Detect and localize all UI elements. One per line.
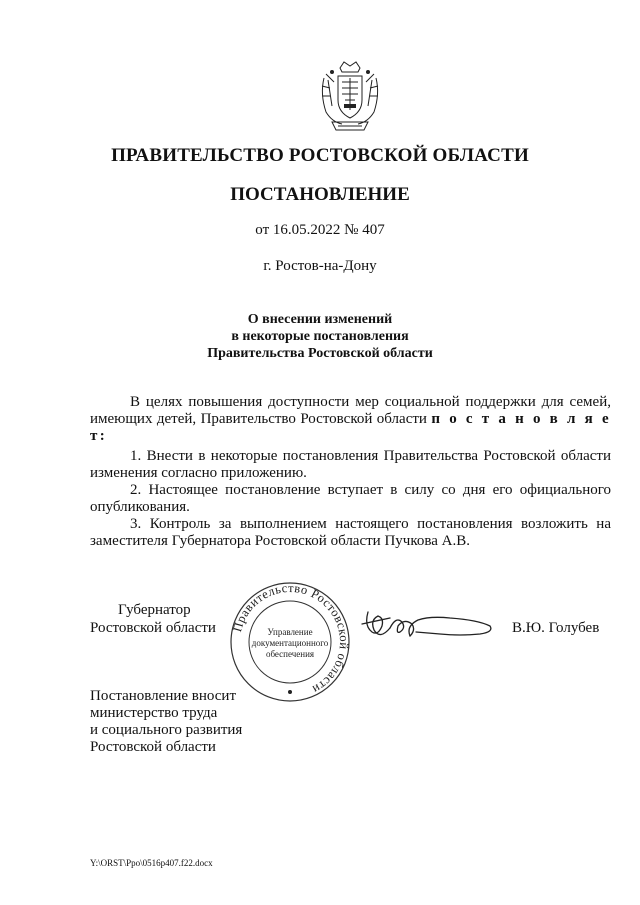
introducer-block: [90, 688, 242, 756]
document-subject: [0, 311, 640, 362]
subject-line: О внесении изменений: [247, 312, 393, 327]
introducer-line: Ростовской области: [90, 739, 216, 755]
seal-inner-line: обеспечения: [265, 649, 315, 659]
position-line: Ростовской области: [90, 620, 216, 636]
coat-of-arms-icon: [318, 60, 382, 132]
preamble-paragraph: [90, 394, 611, 445]
document-date-number: от 16.05.2022 № 407: [255, 222, 385, 238]
document-type: ПОСТАНОВЛЕНИЕ: [230, 184, 410, 205]
introducer-line: министерство труда: [90, 705, 218, 721]
resolution-item: 3. Контроль за выполнением настоящего постановления возложить на заместителя Губернатора Ростовской области Пучкова А.В.: [90, 516, 611, 549]
signatory-position: [90, 601, 240, 637]
signatory-name: В.Ю. Голубев: [512, 620, 600, 636]
position-line: Губернатор: [118, 602, 191, 618]
seal-inner-line: Управление: [267, 627, 313, 637]
official-seal: [228, 580, 352, 704]
seal-outer-text: Правительство Ростовской области: [230, 580, 352, 697]
decree-word: п о с т а н о в л я е т:: [90, 411, 612, 444]
handwritten-signature-icon: [360, 606, 500, 646]
seal-inner-line: документационного: [251, 638, 329, 648]
resolution-item: 1. Внести в некоторые постановления Правительства Ростовской области изменения согласно приложению.: [90, 448, 611, 481]
file-path: Y:\ORST\Ppo\0516p407.f22.docx: [90, 858, 213, 868]
preamble-text: В целях повышения доступности мер социальной поддержки для семей, имеющих детей, Правительство Ростовской области: [90, 394, 611, 427]
subject-line: в некоторые постановления: [231, 329, 409, 344]
resolution-items: [90, 448, 611, 550]
subject-line: Правительства Ростовской области: [207, 346, 433, 361]
organization-title: ПРАВИТЕЛЬСТВО РОСТОВСКОЙ ОБЛАСТИ: [111, 145, 529, 166]
resolution-item: 2. Настоящее постановление вступает в силу со дня его официального опубликования.: [90, 482, 611, 515]
introducer-line: Постановление вносит: [90, 688, 237, 704]
document-city: г. Ростов-на-Дону: [263, 258, 377, 274]
introducer-line: и социального развития: [90, 722, 243, 738]
